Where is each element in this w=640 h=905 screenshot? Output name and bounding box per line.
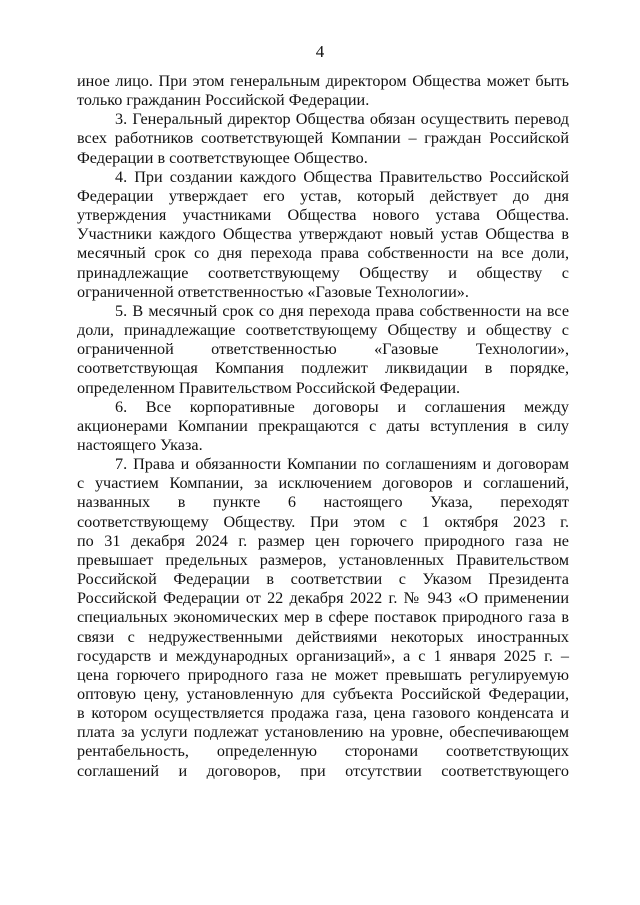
paragraph xyxy=(77,168,569,302)
text-line: по 31 декабря 2024 г. размер цен горючего природного газа не xyxy=(77,531,569,550)
text-line: соответствующему Обществу. При этом с 1 октября 2023 г. xyxy=(77,512,569,531)
text-line: иное лицо. При этом генеральным директором Общества может быть xyxy=(77,72,569,90)
text-line: 5. В месячный срок со дня перехода права собственности на все xyxy=(115,301,569,320)
text-line: 3. Генеральный директор Общества обязан осуществить перевод xyxy=(115,110,569,129)
paragraph xyxy=(77,302,569,398)
text-line: месячный срок со дня перехода права собственности на все доли, xyxy=(77,244,569,263)
text-line: соглашений и договоров, при отсутствии соответствующего xyxy=(77,761,569,780)
text-line: утверждения участниками Общества нового устава Общества. xyxy=(77,206,569,225)
paragraph xyxy=(77,455,569,781)
text-line: 6. Все корпоративные договоры и соглашения между xyxy=(115,397,569,416)
text-line: специальных экономических мер в сфере поставок природного газа в xyxy=(77,608,569,627)
text-line: только гражданин Российской Федерации. xyxy=(77,91,370,110)
text-line: Федерации в соответствующее Общество. xyxy=(77,148,368,167)
text-line: государств и международных организаций», а с 1 января 2025 г. – xyxy=(77,646,569,665)
text-line: определенном Правительством Российской Федерации. xyxy=(77,378,461,397)
page-number: 4 xyxy=(315,42,325,61)
document-body xyxy=(77,72,569,781)
text-line: настоящего Указа. xyxy=(77,435,203,454)
text-line: плата за услуги подлежат установлению на уровне, обеспечивающем xyxy=(77,723,569,742)
text-line: в котором осуществляется продажа газа, цена газового конденсата и xyxy=(77,704,569,723)
text-line: соответствующая Компания подлежит ликвидации в порядке, xyxy=(77,359,569,378)
text-line: всех работников соответствующей Компании – граждан Российской xyxy=(77,129,569,148)
paragraph xyxy=(77,398,569,455)
text-line: Участники каждого Общества утверждают новый устав Общества в xyxy=(77,225,569,244)
text-line: цена горючего природного газа не может превышать регулируемую xyxy=(77,665,569,684)
text-line: принадлежащие соответствующему Обществу и обществу с xyxy=(77,263,569,282)
text-line: названных в пункте 6 настоящего Указа, переходят xyxy=(77,493,569,512)
text-line: акционерами Компании прекращаются с даты вступления в силу xyxy=(77,416,569,435)
paragraph xyxy=(77,110,569,167)
text-line: Федерации утверждает его устав, который действует до дня xyxy=(77,186,569,205)
text-line: 4. При создании каждого Общества Правительство Российской xyxy=(115,167,569,186)
text-line: рентабельность, определенную сторонами соответствующих xyxy=(77,742,569,761)
text-line: связи с недружественными действиями некоторых иностранных xyxy=(77,627,569,646)
text-line: превышает предельных размеров, установленных Правительством xyxy=(77,550,569,569)
text-line: Российской Федерации от 22 декабря 2022 г. № 943 «О применении xyxy=(77,589,569,608)
text-line: с участием Компании, за исключением договоров и соглашений, xyxy=(77,474,569,493)
paragraph xyxy=(77,72,569,110)
text-line: ограниченной ответственностью «Газовые Технологии». xyxy=(77,282,469,301)
text-line: оптовую цену, установленную для субъекта Российской Федерации, xyxy=(77,685,569,703)
text-line: Российской Федерации в соответствии с Указом Президента xyxy=(77,570,569,589)
text-line: ограниченной ответственностью «Газовые Технологии», xyxy=(77,340,569,359)
text-line: 7. Права и обязанности Компании по соглашениям и договорам xyxy=(115,455,569,474)
text-line: доли, принадлежащие соответствующему Обществу и обществу с xyxy=(77,321,569,340)
